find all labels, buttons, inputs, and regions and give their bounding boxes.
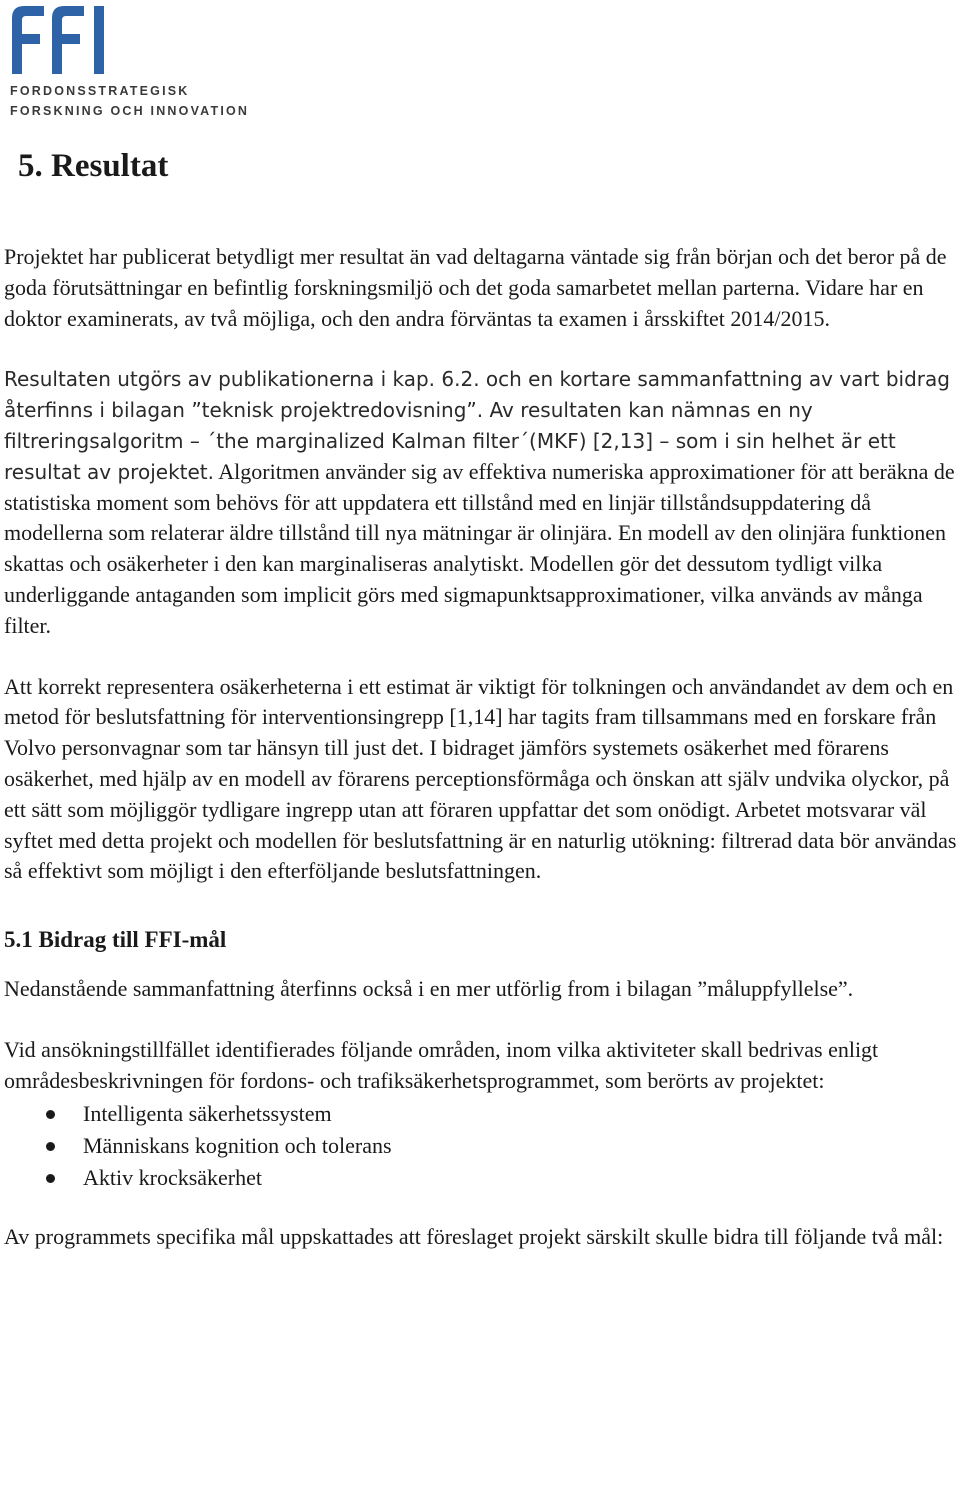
paragraph-results-sans: Resultaten utgörs av publikationerna i kap. 6.2. och en kortare sammanfattning av vart bidrag återfinns i bilagan ”teknisk projektredovisning”. Av resultaten kan nämnas en ny filtreringsalgoritm – ´the marginalized Kalman filter´(MKF) [2,13] – som i sin helhet är ett resultat av projektet.: [4, 367, 950, 484]
areas-list: [4, 1098, 958, 1194]
subsection-heading: 5.1 Bidrag till FFI-mål: [4, 927, 227, 953]
ffi-logo: [10, 4, 250, 122]
bullet-icon: [46, 1110, 55, 1119]
list-item-label: Människans kognition och tolerans: [83, 1133, 392, 1159]
paragraph-results: [4, 364, 958, 641]
paragraph-results-serif: Algoritmen använder sig av effektiva numeriska approximationer för att beräkna de statistiska moment som behövs för att uppdatera ett tillstånd med en linjär tillståndsuppdatering då modellerna som relaterar äldre tillstånd till nya mätningar är olinjära. En modell av den olinjära funktionen skattas och osäkerheter i den kan marginaliseras analytiskt. Modellen gör det dessutom tydligt vilka underliggande antaganden som implicit görs med sigmapunktsapproximationer, vilka används av många filter.: [4, 458, 955, 638]
list-item: [4, 1130, 958, 1162]
paragraph-goals: Av programmets specifika mål uppskattades att föreslaget projekt särskilt skulle bidra till följande två mål:: [4, 1224, 944, 1250]
paragraph-summary: Nedanstående sammanfattning återfinns också i en mer utförlig from i bilagan ”måluppfyllelse”.: [4, 975, 854, 1001]
paragraph-areas: Vid ansökningstillfället identifierades följande områden, inom vilka aktiviteter skall bedrivas enligt områdesbeskrivningen för fordons- och trafiksäkerhetsprogrammet, som berörts av projektet:: [4, 1036, 879, 1093]
logo-tagline-line2: FORSKNING OCH INNOVATION: [10, 104, 250, 118]
list-item: [4, 1098, 958, 1130]
ffi-logo-mark-icon: [10, 4, 120, 76]
list-item: [4, 1162, 958, 1194]
body-text: [4, 242, 958, 1283]
list-item-label: Aktiv krocksäkerhet: [83, 1165, 262, 1191]
paragraph-intro: Projektet har publicerat betydligt mer resultat än vad deltagarna väntade sig från början och det beror på de goda förutsättningar en befintlig forskningsmiljö och det goda samarbetet mellan parterna. Vidare har en doktor examinerats, av två möjliga, och den andra förväntas ta examen i årsskiftet 2014/2015.: [4, 244, 947, 331]
logo-tagline-line1: FORDONSSTRATEGISK: [10, 84, 190, 98]
bullet-icon: [46, 1174, 55, 1183]
paragraph-uncertainty: Att korrekt representera osäkerheterna i ett estimat är viktigt för tolkningen och användandet av dem och en metod för beslutsfattning för interventionsingrepp [1,14] har tagits fram tillsammans med en forskare från Volvo personvagnar som tar hänsyn till just det. I bidraget jämförs systemets osäkerhet med förarens osäkerhet, med hjälp av en modell av förarens perceptionsförmåga och önskan att själv undvika olyckor, på ett sätt som möjliggör tydligare ingrepp utan att föraren uppfattar det som onödigt. Arbetet motsvarar väl syftet med detta projekt och modellen för beslutsfattning är en naturlig utökning: filtrerad data bör användas så effektivt som möjligt i den efterföljande beslutsfattningen.: [4, 673, 957, 884]
list-item-label: Intelligenta säkerhetssystem: [83, 1101, 332, 1127]
bullet-icon: [46, 1142, 55, 1151]
section-heading: 5. Resultat: [18, 148, 169, 184]
